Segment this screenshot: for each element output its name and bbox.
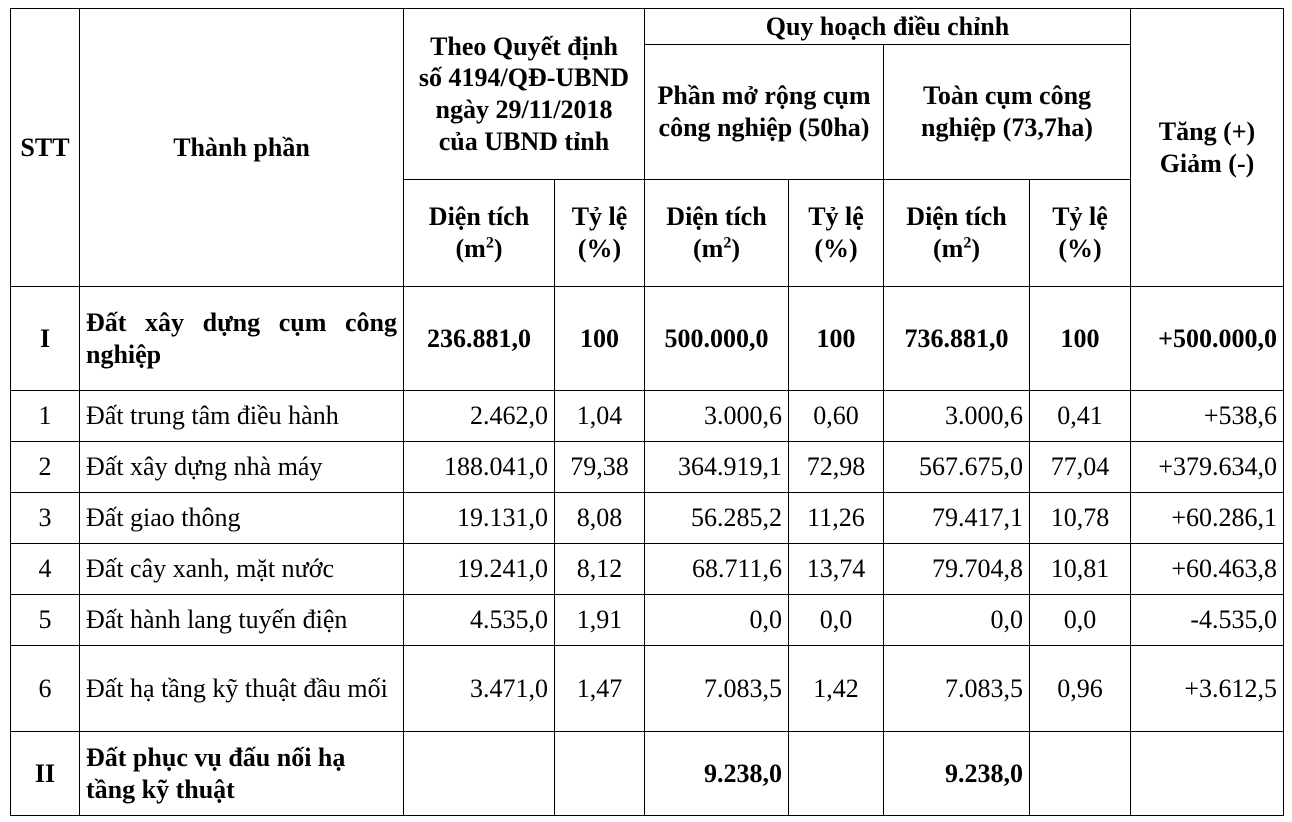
- row-ratio-decision: 1,91: [555, 595, 645, 646]
- row-area-expansion: 56.285,2: [645, 493, 789, 544]
- header-ratio-decision: Tỷ lệ (%): [555, 180, 645, 287]
- row-name: Đất xây dựng cụm công nghiệp: [80, 287, 404, 391]
- header-area-expansion: Diện tích $(m^2)$: [645, 180, 789, 287]
- header-adjusted-plan: Quy hoạch điều chỉnh: [645, 9, 1131, 45]
- row-name: Đất hành lang tuyến điện: [80, 595, 404, 646]
- row-ratio-whole: 100: [1030, 287, 1131, 391]
- table-row: [11, 391, 1284, 442]
- row-area-whole: 79.417,1: [884, 493, 1030, 544]
- table-row: [11, 646, 1284, 732]
- row-area-expansion: 7.083,5: [645, 646, 789, 732]
- row-area-decision: 19.241,0: [404, 544, 555, 595]
- row-area-whole: 3.000,6: [884, 391, 1030, 442]
- header-decision: Theo Quyết định số 4194/QĐ-UBND ngày 29/11/2018 của UBND tỉnh: [404, 9, 645, 180]
- row-area-expansion: 3.000,6: [645, 391, 789, 442]
- row-ratio-expansion: 0,60: [789, 391, 884, 442]
- row-change: [1131, 732, 1284, 816]
- row-area-decision: 3.471,0: [404, 646, 555, 732]
- row-area-expansion: 500.000,0: [645, 287, 789, 391]
- row-area-whole: 9.238,0: [884, 732, 1030, 816]
- row-area-whole: 0,0: [884, 595, 1030, 646]
- row-change: +60.286,1: [1131, 493, 1284, 544]
- row-stt: 3: [11, 493, 80, 544]
- land-use-table: [10, 8, 1284, 816]
- row-stt: 4: [11, 544, 80, 595]
- row-ratio-expansion: 0,0: [789, 595, 884, 646]
- row-area-expansion: 68.711,6: [645, 544, 789, 595]
- header-area-decision: Diện tích $(m^2)$: [404, 180, 555, 287]
- row-change: +538,6: [1131, 391, 1284, 442]
- row-area-whole: 7.083,5: [884, 646, 1030, 732]
- row-ratio-expansion: 1,42: [789, 646, 884, 732]
- header-change-down: Giảm (-): [1159, 148, 1255, 178]
- row-stt: 6: [11, 646, 80, 732]
- row-area-decision: 2.462,0: [404, 391, 555, 442]
- table-row-group-i: [11, 287, 1284, 391]
- row-ratio-whole: 0,41: [1030, 391, 1131, 442]
- header-change: [1131, 9, 1284, 287]
- row-ratio-expansion: 11,26: [789, 493, 884, 544]
- row-area-expansion: 364.919,1: [645, 442, 789, 493]
- row-name: Đất phục vụ đấu nối hạ tầng kỹ thuật: [80, 732, 404, 816]
- row-name: Đất xây dựng nhà máy: [80, 442, 404, 493]
- row-name: Đất hạ tầng kỹ thuật đầu mối: [80, 646, 404, 732]
- row-change: -4.535,0: [1131, 595, 1284, 646]
- row-ratio-expansion: 100: [789, 287, 884, 391]
- row-stt: 1: [11, 391, 80, 442]
- row-ratio-expansion: [789, 732, 884, 816]
- row-ratio-whole: 10,78: [1030, 493, 1131, 544]
- row-name: Đất giao thông: [80, 493, 404, 544]
- row-area-decision: 188.041,0: [404, 442, 555, 493]
- row-ratio-decision: 100: [555, 287, 645, 391]
- row-stt: I: [11, 287, 80, 391]
- row-ratio-whole: 0,0: [1030, 595, 1131, 646]
- row-area-decision: 236.881,0: [404, 287, 555, 391]
- row-ratio-expansion: 13,74: [789, 544, 884, 595]
- row-stt: II: [11, 732, 80, 816]
- row-stt: 5: [11, 595, 80, 646]
- row-ratio-decision: [555, 732, 645, 816]
- header-area-whole: Diện tích $(m^2)$: [884, 180, 1030, 287]
- row-ratio-decision: 8,08: [555, 493, 645, 544]
- table-row-group-ii: [11, 732, 1284, 816]
- row-ratio-decision: 8,12: [555, 544, 645, 595]
- row-stt: 2: [11, 442, 80, 493]
- table-row: [11, 595, 1284, 646]
- row-name: Đất cây xanh, mặt nước: [80, 544, 404, 595]
- row-area-expansion: 9.238,0: [645, 732, 789, 816]
- row-area-decision: 19.131,0: [404, 493, 555, 544]
- row-area-expansion: 0,0: [645, 595, 789, 646]
- row-ratio-expansion: 72,98: [789, 442, 884, 493]
- row-area-decision: 4.535,0: [404, 595, 555, 646]
- row-ratio-whole: 77,04: [1030, 442, 1131, 493]
- header-ratio-whole: Tỷ lệ (%): [1030, 180, 1131, 287]
- header-whole-cluster: Toàn cụm công nghiệp (73,7ha): [884, 45, 1131, 180]
- row-ratio-decision: 79,38: [555, 442, 645, 493]
- header-change-up: Tăng (+): [1158, 116, 1256, 146]
- header-component: Thành phần: [80, 9, 404, 287]
- header-stt: STT: [11, 9, 80, 287]
- table-row: [11, 493, 1284, 544]
- table-row: [11, 544, 1284, 595]
- table-row: [11, 442, 1284, 493]
- row-area-whole: 79.704,8: [884, 544, 1030, 595]
- row-change: +500.000,0: [1131, 287, 1284, 391]
- row-area-decision: [404, 732, 555, 816]
- land-use-table-wrapper: [10, 8, 1284, 816]
- row-change: +3.612,5: [1131, 646, 1284, 732]
- row-ratio-whole: [1030, 732, 1131, 816]
- row-ratio-whole: 10,81: [1030, 544, 1131, 595]
- row-area-whole: 567.675,0: [884, 442, 1030, 493]
- row-ratio-decision: 1,04: [555, 391, 645, 442]
- header-ratio-expansion: Tỷ lệ (%): [789, 180, 884, 287]
- row-area-whole: 736.881,0: [884, 287, 1030, 391]
- header-expansion: Phần mở rộng cụm công nghiệp (50ha): [645, 45, 884, 180]
- row-name: Đất trung tâm điều hành: [80, 391, 404, 442]
- row-change: +379.634,0: [1131, 442, 1284, 493]
- row-change: +60.463,8: [1131, 544, 1284, 595]
- row-ratio-decision: 1,47: [555, 646, 645, 732]
- row-ratio-whole: 0,96: [1030, 646, 1131, 732]
